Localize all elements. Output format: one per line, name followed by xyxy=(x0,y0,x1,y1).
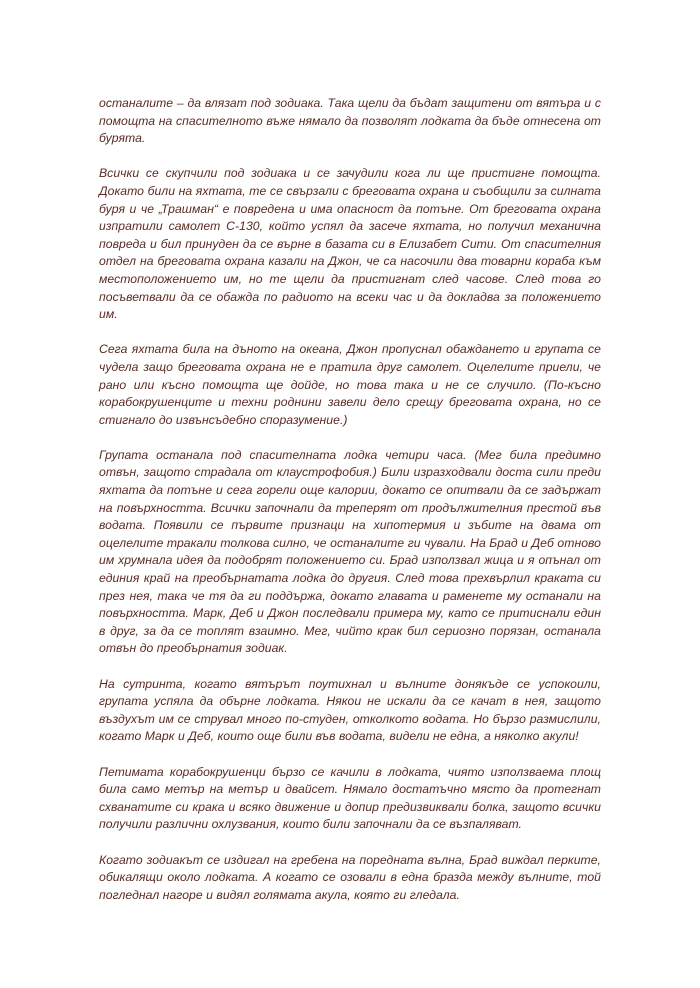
paragraph: Групата останала под спасителната лодка четири часа. (Мег била предимно отвън, защото страдала от клаустрофобия.) Били изразходвали доста сили преди яхтата да потъне и сега горели още калории, докато се опитвали да се задържат на повърхността. Всички започнали да треперят от продължителния престой във водата. Появили се първите признаци на хипотермия и зъбите на двама от оцелелите тракали толкова силно, че останалите ги чували. На Брад и Деб отново им хрумнала идея да подобрят положението си. Брад използвал жица и я опънал от единия край на преобърнатата лодка до другия. След това прехвърлил краката си през нея, така че тя да ги поддържа, докато главата и раменете му останали на повърхността. Марк, Деб и Джон последвали примера му, като се притиснали един в друг, за да се топлят взаимно. Мег, чийто крак бил сериозно порязан, останала отвън до преобърнатия зодиак. xyxy=(99,447,601,656)
paragraph: На сутринта, когато вятърът поутихнал и вълните донякъде се успокоили, групата успяла да обърне лодката. Някои не искали да се качат в нея, защото въздухът им се струвал много по-студен, отколкото водата. Но бързо размислили, когато Марк и Деб, които още били във водата, видели не една, а няколко акули! xyxy=(99,676,601,744)
paragraph: Петимата корабокрушенци бързо се качили в лодката, чиято използваема площ била само метър на метър и двайсет. Нямало достатъчно място да протегнат схванатите си крака и всяко движение и допир предизвиквали болка, защото всички получили различни охлузвания, които били започнали да се възпаляват. xyxy=(99,764,601,832)
paragraph: Когато зодиакът се издигал на гребена на поредната вълна, Брад виждал перките, обикалящи около лодката. А когато се озовали в една бразда между вълните, той погледнал нагоре и видял голямата акула, която ги гледала. xyxy=(99,852,601,902)
paragraph: Всички се скупчили под зодиака и се зачудили кога ли ще пристигне помощта. Докато били на яхтата, те се свързали с бреговата охрана и съобщили за силната буря и че „Трашман“ е повредена и има опасност да потъне. От бреговата охрана изпратили самолет C-130, който успял да засече яхтата, но получил механична повреда и бил принуден да се върне в базата си в Елизабет Сити. От спасителния отдел на бреговата охрана казали на Джон, че са насочили два товарни кораба към местоположението им, но те щели да пристигнат след часове. След това го посъветвали да се обажда по радиото на всеки час и да докладва за положението им. xyxy=(99,166,601,322)
document-body xyxy=(99,95,601,922)
paragraph: останалите – да влязат под зодиака. Така щели да бъдат защитени от вятъра и с помощта на спасителното въже нямало да позволят лодката да бъде отнесена от бурята. xyxy=(99,96,601,146)
paragraph: Сега яхтата била на дъното на океана, Джон пропуснал обаждането и групата се чудела защо бреговата охрана не е пратила друг самолет. Оцелелите приели, че рано или късно помощта ще дойде, но това така и не се случило. (По-късно корабокрушенците и техни роднини завели дело срещу бреговата охрана, но се стигнало до извънсъдебно споразумение.) xyxy=(99,342,601,427)
